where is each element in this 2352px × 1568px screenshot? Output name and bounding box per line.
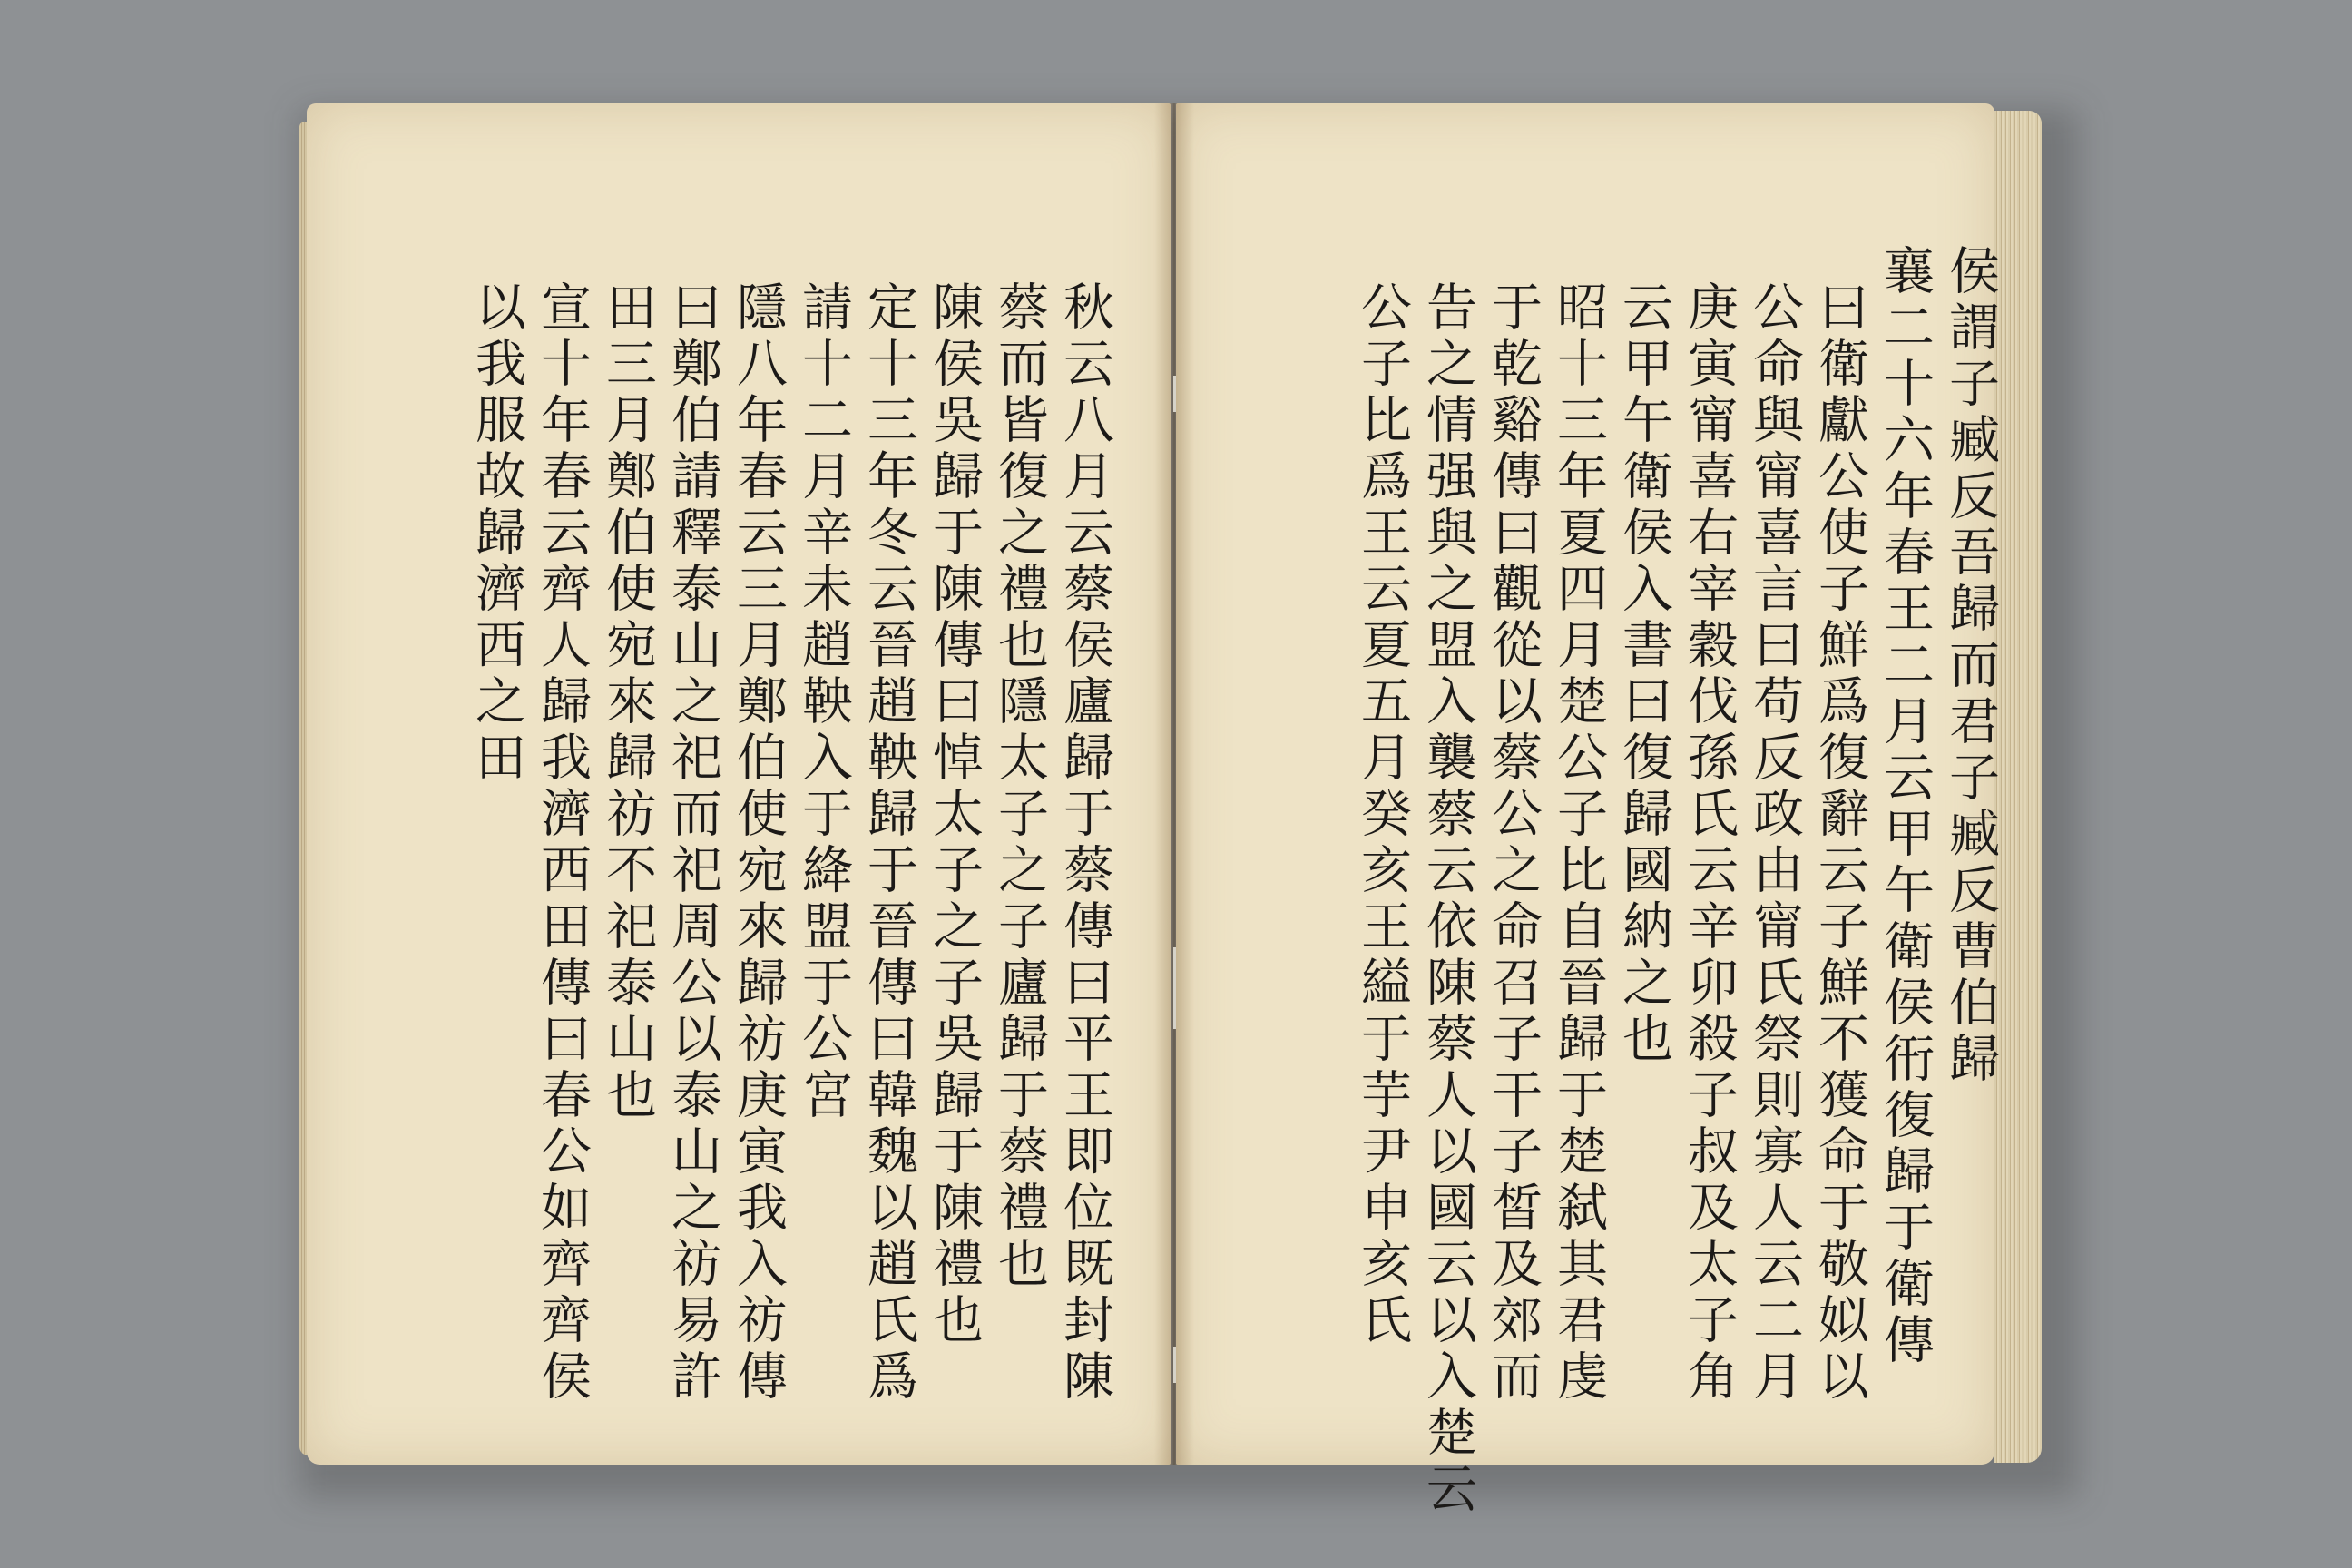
right-page-column-1: 侯謂子臧反吾歸而君子臧反曹伯歸: [1941, 244, 2000, 1088]
right-page-column-8: 于乾谿傳曰觀從以蔡公之命召子干子皙及郊而: [1484, 280, 1543, 1406]
open-book: [307, 94, 2085, 1518]
right-page-column-9: 告之情强與之盟入襲蔡云依陳蔡人以國云以入楚云: [1418, 280, 1477, 1518]
left-page-column-6: 隱八年春云三月鄭伯使宛來歸祊庚寅我入祊傳: [729, 280, 788, 1406]
left-page-column-3: 陳侯吳歸于陳傳曰悼太子之子吳歸于陳禮也: [925, 280, 984, 1349]
book-gutter: [1154, 103, 1194, 1465]
right-page-column-5: 庚寅甯喜右宰穀伐孫氏云辛卯殺子叔及太子角: [1680, 280, 1739, 1406]
left-page-column-5: 請十二月辛未趙鞅入于絳盟于公宮: [794, 280, 853, 1124]
left-page-column-8: 田三月鄭伯使宛來歸祊不祀泰山也: [598, 280, 657, 1124]
right-page-column-4: 公命與甯喜言曰苟反政由甯氏祭則寡人云二月: [1745, 280, 1804, 1406]
binding-thread: [1173, 947, 1176, 1029]
right-page-column-7: 昭十三年夏四月楚公子比自晉歸于楚弑其君虔: [1549, 280, 1608, 1406]
right-page-column-10: 公子比爲王云夏五月癸亥王縊于芋尹申亥氏: [1353, 280, 1412, 1349]
left-page-column-7: 曰鄭伯請釋泰山之祀而祀周公以泰山之祊易許: [663, 280, 722, 1406]
left-page-column-10: 以我服故歸濟西之田: [467, 280, 526, 787]
left-page-column-2: 蔡而皆復之禮也隱太子之子廬歸于蔡禮也: [990, 280, 1049, 1293]
right-page-column-2: 襄二十六年春王二月云甲午衛侯衎復歸于衛傳: [1876, 244, 1935, 1369]
left-page-column-1: 秋云八月云蔡侯廬歸于蔡傳曰平王即位既封陳: [1055, 280, 1114, 1406]
left-page-column-9: 宣十年春云齊人歸我濟西田傳曰春公如齊齊侯: [533, 280, 592, 1406]
right-page-column-3: 曰衛獻公使子鮮爲復辭云子鮮不獲命于敬姒以: [1810, 280, 1869, 1406]
left-page-column-4: 定十三年冬云晉趙鞅歸于晉傳曰韓魏以趙氏爲: [859, 280, 918, 1406]
binding-thread: [1173, 1347, 1176, 1383]
binding-thread: [1173, 376, 1176, 412]
right-page-column-6: 云甲午衛侯入書曰復歸國納之也: [1614, 280, 1673, 1068]
